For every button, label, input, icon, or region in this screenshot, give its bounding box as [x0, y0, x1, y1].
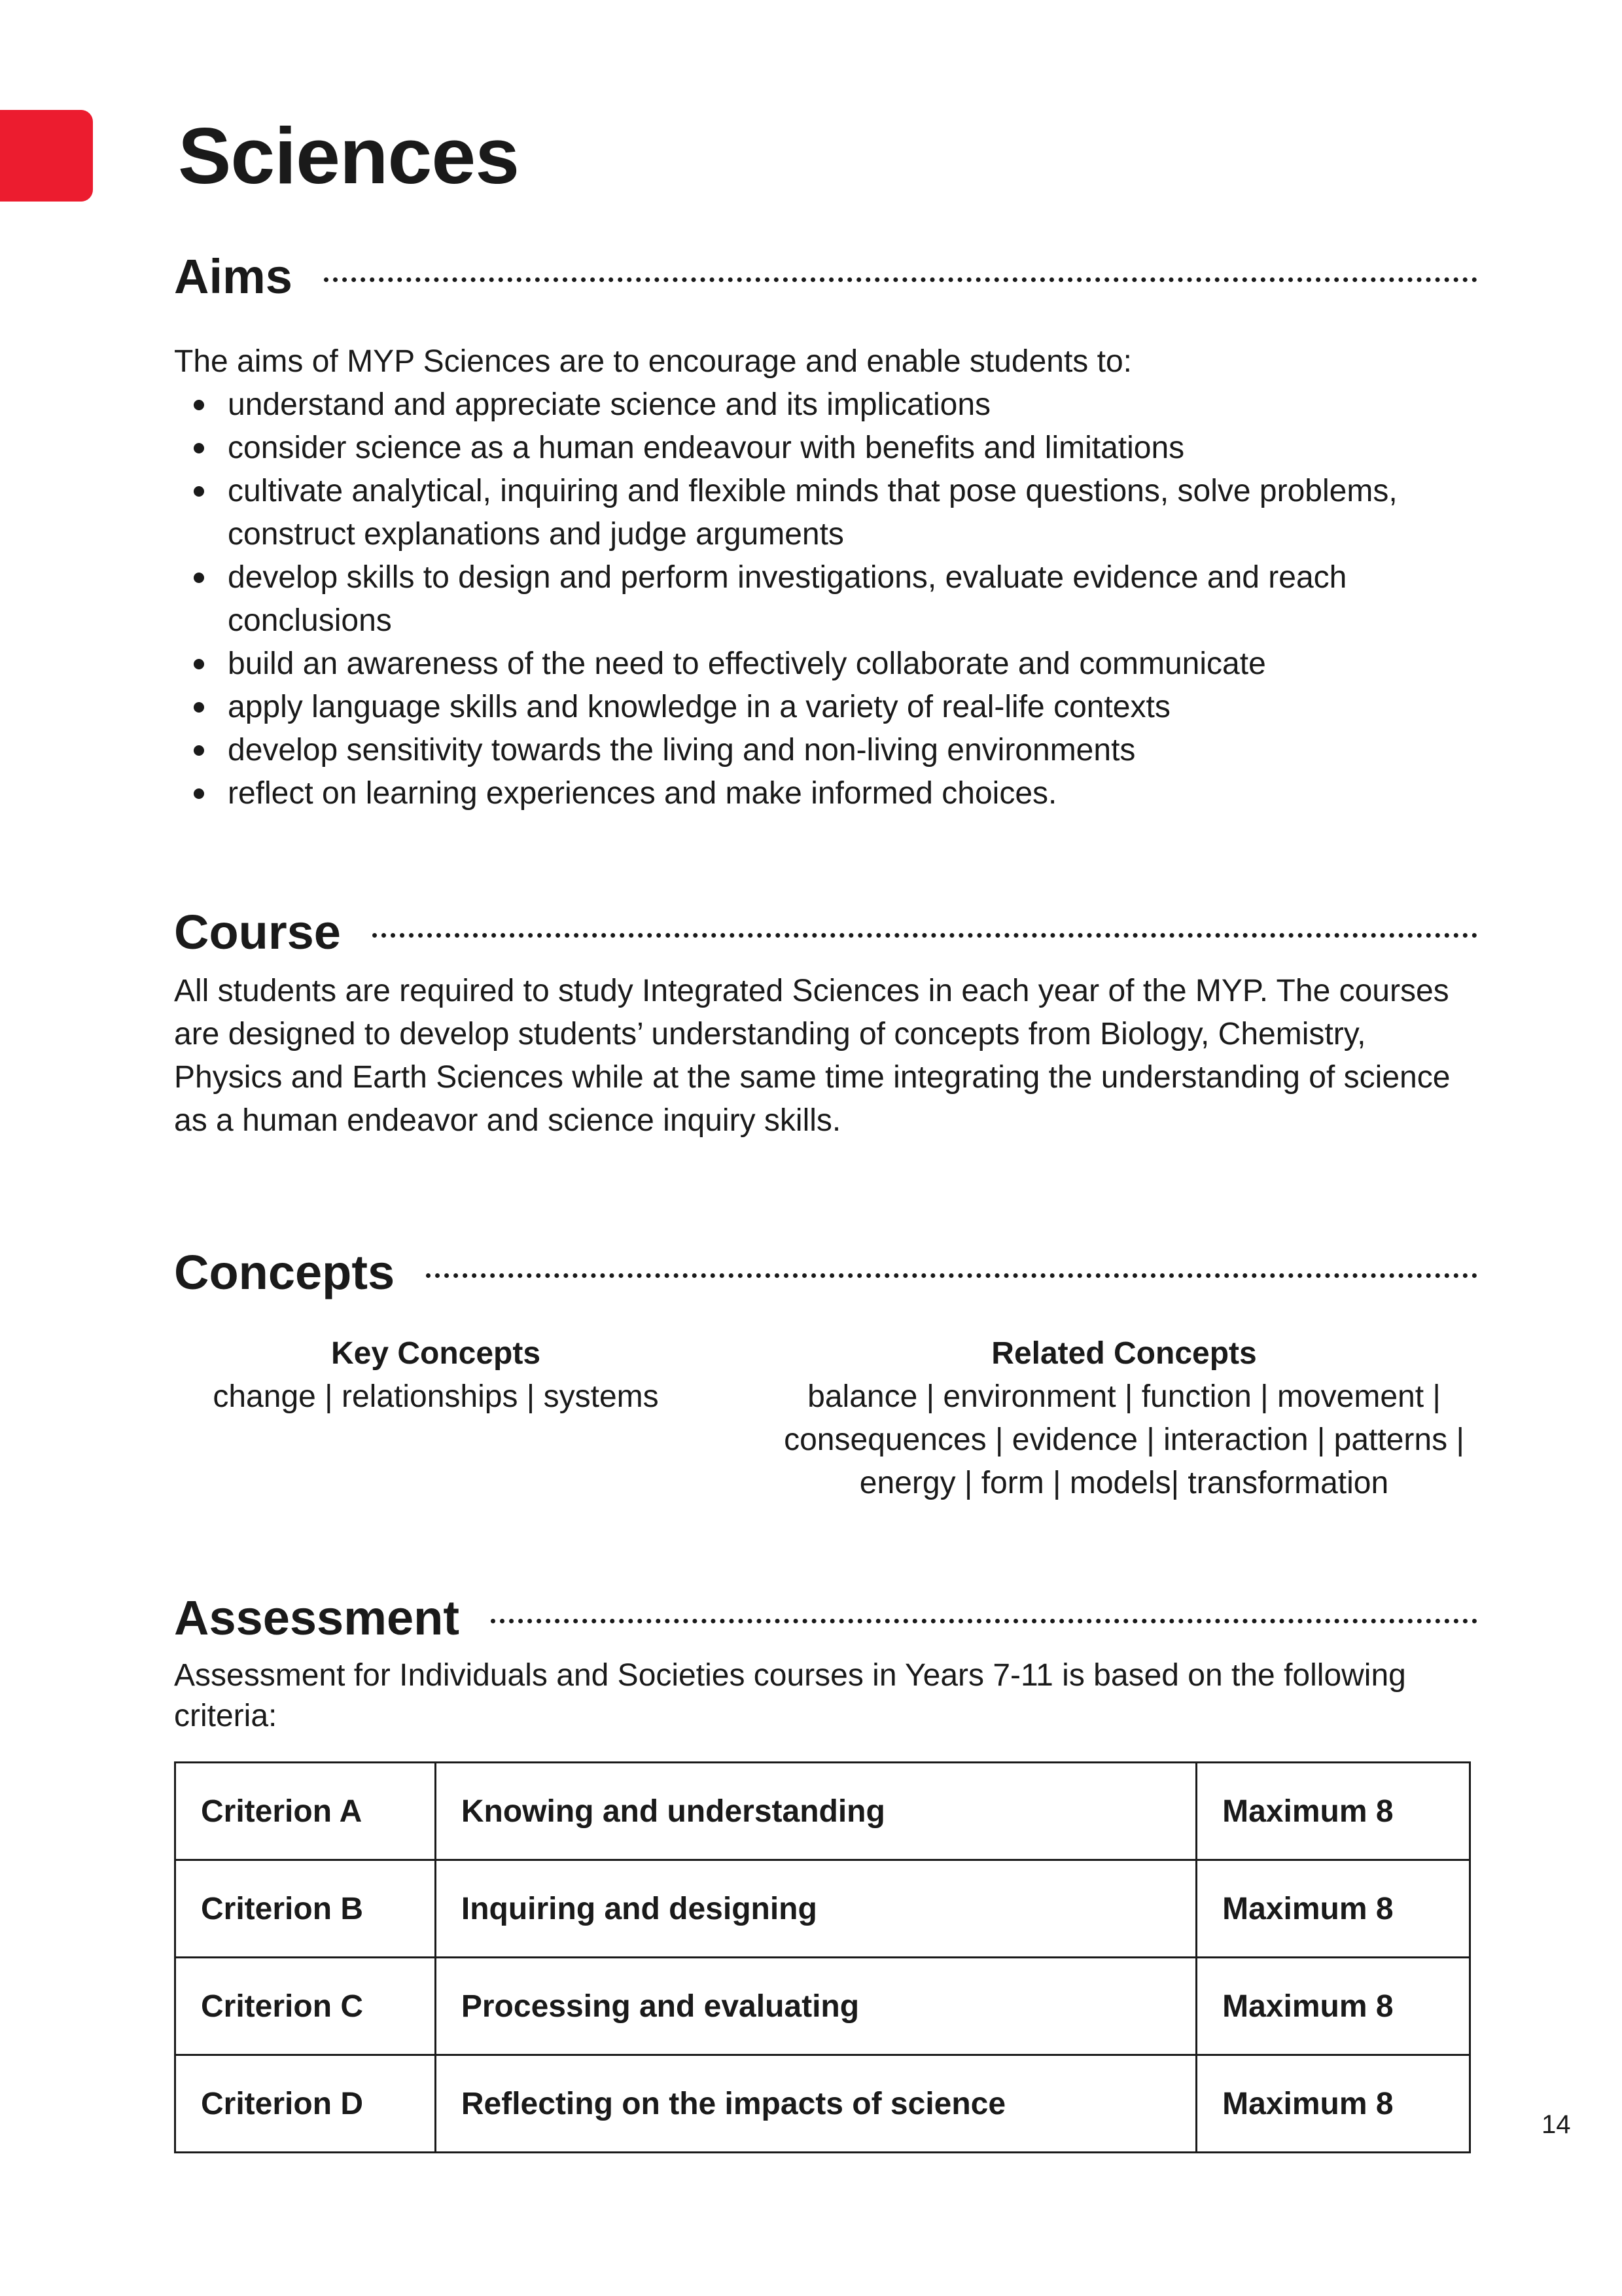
dotted-rule: [372, 933, 1477, 938]
criterion-name-cell: Processing and evaluating: [435, 1958, 1196, 2055]
concepts-columns: [174, 1332, 1477, 1505]
course-section: [174, 896, 1477, 1142]
criterion-max-cell: Maximum 8: [1197, 1958, 1470, 2055]
table-row: [175, 2055, 1470, 2153]
criterion-cell: Criterion C: [175, 1958, 436, 2055]
concepts-header: [174, 1237, 1477, 1309]
related-concepts: [771, 1332, 1477, 1505]
aims-heading: Aims: [174, 249, 292, 304]
related-concepts-line: consequences | evidence | interaction | patterns |: [784, 1422, 1464, 1457]
assessment-heading: Assessment: [174, 1591, 460, 1645]
aims-section: [174, 241, 1477, 815]
table-row: [175, 1958, 1470, 2055]
dotted-rule: [491, 1619, 1477, 1623]
aims-list-item: develop sensitivity towards the living and non-living environments: [174, 729, 1477, 772]
aims-list-item: develop skills to design and perform investigations, evaluate evidence and reach conclusions: [174, 556, 1477, 643]
page-number: 14: [1542, 2110, 1571, 2139]
criterion-max-cell: Maximum 8: [1197, 1860, 1470, 1958]
aims-header: [174, 241, 1477, 313]
table-row: [175, 1763, 1470, 1860]
criterion-cell: Criterion B: [175, 1860, 436, 1958]
aims-list-item: understand and appreciate science and its implications: [174, 383, 1477, 427]
related-concepts-heading: Related Concepts: [991, 1336, 1257, 1371]
criterion-name-cell: Knowing and understanding: [435, 1763, 1196, 1860]
concepts-heading: Concepts: [174, 1245, 395, 1299]
aims-list: [174, 383, 1477, 815]
assessment-section: [174, 1582, 1477, 2153]
aims-intro: The aims of MYP Sciences are to encourage and enable students to:: [174, 344, 1132, 379]
assessment-header: [174, 1582, 1477, 1654]
course-heading: Course: [174, 905, 341, 959]
table-row: [175, 1860, 1470, 1958]
aims-list-item: cultivate analytical, inquiring and flexible minds that pose questions, solve problems, construct explanations and judge arguments: [174, 470, 1477, 556]
related-concepts-line: energy | form | models| transformation: [859, 1466, 1389, 1500]
aims-list-item: reflect on learning experiences and make informed choices.: [174, 772, 1477, 815]
criterion-cell: Criterion D: [175, 2055, 436, 2153]
related-concepts-line: balance | environment | function | movement |: [807, 1379, 1441, 1414]
criterion-cell: Criterion A: [175, 1763, 436, 1860]
aims-list-item: build an awareness of the need to effectively collaborate and communicate: [174, 643, 1477, 686]
criterion-max-cell: Maximum 8: [1197, 2055, 1470, 2153]
key-concepts: [88, 1332, 697, 1505]
dotted-rule: [324, 277, 1477, 282]
criterion-max-cell: Maximum 8: [1197, 1763, 1470, 1860]
criterion-name-cell: Reflecting on the impacts of science: [435, 2055, 1196, 2153]
concepts-section: [174, 1237, 1477, 1505]
key-concepts-heading: Key Concepts: [330, 1336, 541, 1371]
course-header: [174, 896, 1477, 968]
course-text: All students are required to study Integrated Sciences in each year of the MYP. The courses are designed to develop students’ understanding of concepts from Biology, Chemistry, Physics and Earth Sciences while at the same time integrating the understanding of science as a human endeavor and science inquiry skills.: [174, 974, 1451, 1138]
criteria-table: [174, 1761, 1471, 2153]
aims-list-item: apply language skills and knowledge in a variety of real-life contexts: [174, 686, 1477, 729]
aims-list-item: consider science as a human endeavour with benefits and limitations: [174, 427, 1477, 470]
dotted-rule: [426, 1273, 1477, 1278]
section-color-tab: [0, 110, 93, 202]
assessment-intro: Assessment for Individuals and Societies courses in Years 7-11 is based on the following criteria:: [174, 1658, 1406, 1733]
criterion-name-cell: Inquiring and designing: [435, 1860, 1196, 1958]
page-title: Sciences: [178, 111, 520, 200]
key-concepts-line: change | relationships | systems: [213, 1379, 659, 1414]
